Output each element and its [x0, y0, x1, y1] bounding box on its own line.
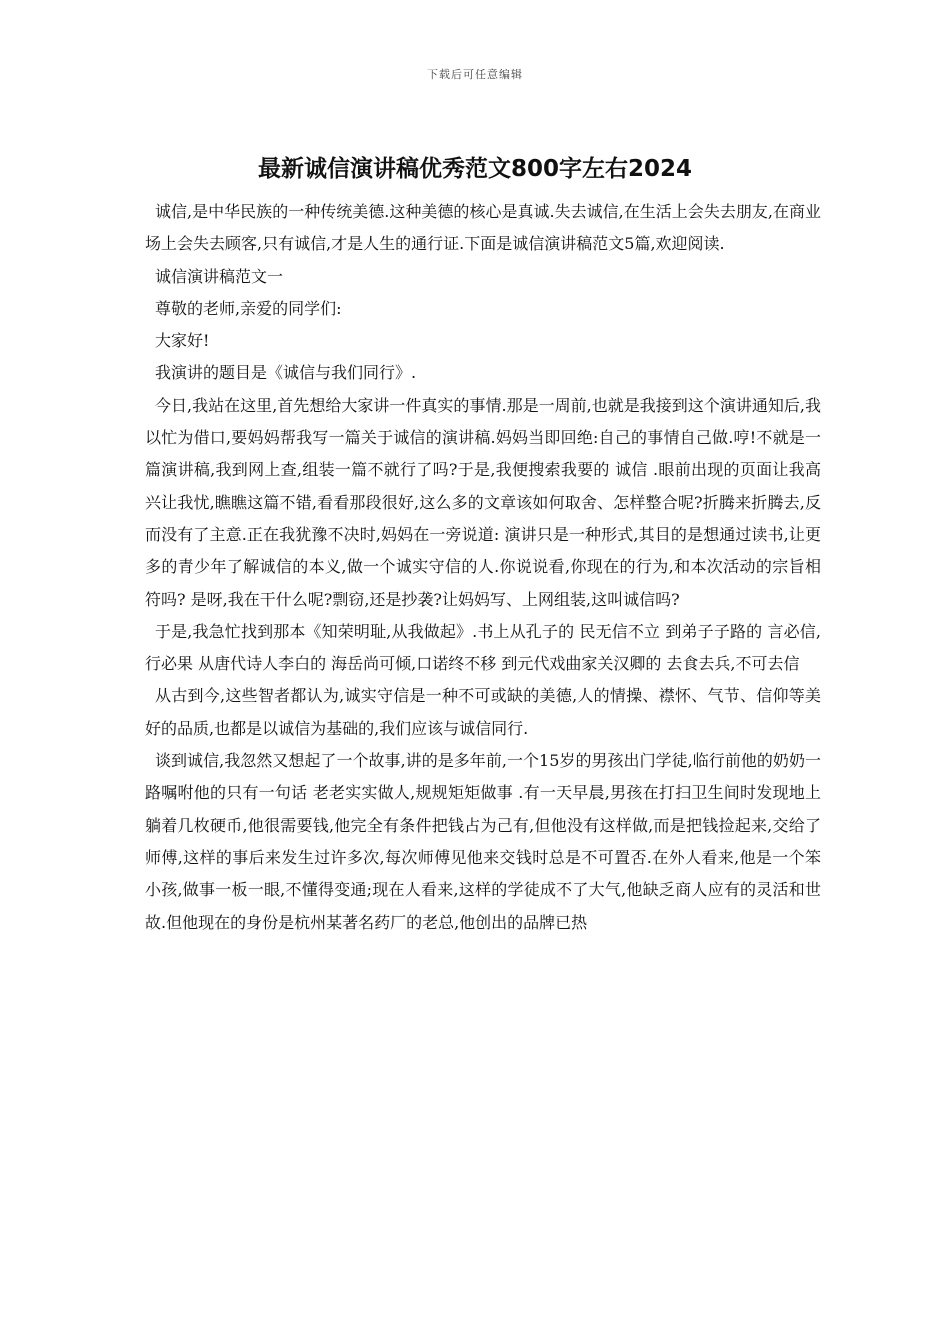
paragraph-story: 今日,我站在这里,首先想给大家讲一件真实的事情.那是一周前,也就是我接到这个演讲通知后,我以忙为借口,要妈妈帮我写一篇关于诚信的演讲稿.妈妈当即回绝:自己的事情自己做.哼!不就是一篇演讲稿,我到网上查,组装一篇不就行了吗?于是,我便搜索我要的 诚信 .眼前出现的页面让我高兴让我忧,瞧瞧这篇不错,看看那段很好,这么多的文章该如何取舍、怎样整合呢?折腾来折腾去,反而没有了主意.正在我犹豫不决时,妈妈在一旁说道: 演讲只是一种形式,其目的是想通过读书,让更多的青少年了解诚信的本义,做一个诚实守信的人.你说说看,你现在的行为,和本次活动的宗旨相符吗? 是呀,我在干什么呢?剽窃,还是抄袭?让妈妈写、上网组装,这叫诚信吗? [145, 395, 821, 609]
paragraph-sages: 从古到今,这些智者都认为,诚实守信是一种不可或缺的美德,人的情操、襟怀、气节、信仰等美好的品质,也都是以诚信为基础的,我们应该与诚信同行. [145, 686, 821, 738]
document-title: 最新诚信演讲稿优秀范文800字左右2024 [257, 156, 693, 182]
paragraph-intro: 诚信,是中华民族的一种传统美德.这种美德的核心是真诚.失去诚信,在生活上会失去朋友,在商业场上会失去顾客,只有诚信,才是人生的通行证.下面是诚信演讲稿范文5篇,欢迎阅读. [145, 202, 821, 254]
paragraph-topic: 我演讲的题目是《诚信与我们同行》. [155, 363, 417, 383]
paragraph-salutation: 尊敬的老师,亲爱的同学们: [155, 298, 342, 318]
paragraph-greeting: 大家好! [155, 331, 210, 351]
paragraph-book: 于是,我急忙找到那本《知荣明耻,从我做起》.书上从孔子的 民无信不立 到弟子子路的 言必信,行必果 从唐代诗人李白的 海岳尚可倾,口诺终不移 到元代戏曲家关汉卿的 去食去兵,不可去信 [145, 621, 821, 674]
paragraph-section-heading: 诚信演讲稿范文一 [155, 266, 284, 286]
document-body [145, 196, 821, 939]
header-note: 下载后可任意编辑 [427, 68, 523, 81]
paragraph-apprentice: 谈到诚信,我忽然又想起了一个故事,讲的是多年前,一个15岁的男孩出门学徒,临行前他的奶奶一路嘱咐他的只有一句话 老老实实做人,规规矩矩做事 .有一天早晨,男孩在打扫卫生间时发现地上躺着几枚硬币,他很需要钱,他完全有条件把钱占为己有,但他没有这样做,而是把钱捡起来,交给了师傅,这样的事后来发生过许多次,每次师傅见他来交钱时总是不可置否.在外人看来,他是一个笨小孩,做事一板一眼,不懂得变通;现在人看来,这样的学徒成不了大气,他缺乏商人应有的灵活和世故.但他现在的身份是杭州某著名药厂的老总,他创出的品牌已热 [145, 751, 821, 932]
